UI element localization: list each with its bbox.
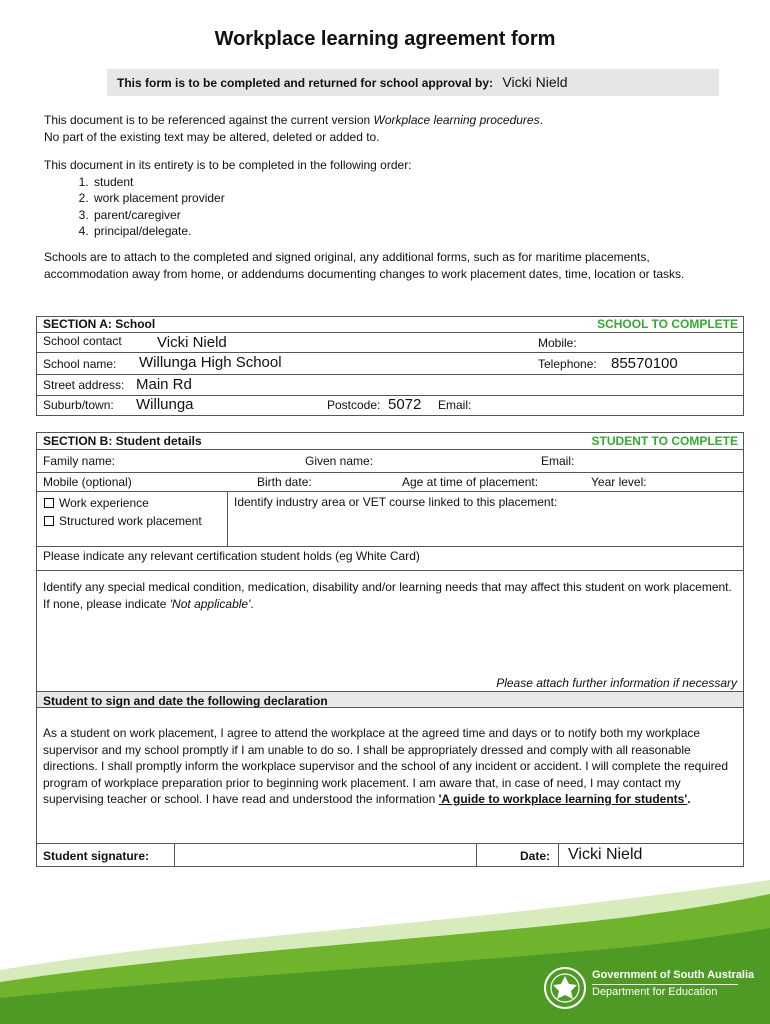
declaration-text [43,725,739,808]
street-address-field[interactable]: Main Rd [136,376,192,393]
order-item: 1. student [92,174,734,191]
date-label: Date: [520,849,551,863]
intro-reference-end: . [539,113,543,127]
telephone-label: Telephone: [538,357,597,371]
student-email-label: Email: [541,454,575,468]
medical-needs-end: . [250,596,254,611]
approval-bar [107,69,719,96]
street-address-label: Street address: [43,378,125,392]
structured-placement-checkbox[interactable] [44,516,54,526]
family-name-label: Family name: [43,454,116,468]
department-name: Department for Education [592,986,718,998]
birth-date-label: Birth date: [257,475,312,489]
gov-name: Government of South Australia [592,969,755,981]
school-contact-field[interactable]: Vicki Nield [157,334,227,351]
mobile-label: Mobile: [538,336,577,350]
section-b-heading: SECTION B: Student details [43,434,202,448]
postcode-field[interactable]: 5072 [388,396,422,413]
attach-note: Schools are to attach to the completed and signed original, any additional forms, such as for maritime placements, accommodation away from home, or addendums documenting changes to work placement dates, time, location or tasks. [44,250,685,281]
attach-further-text: Please attach further information if necessary [496,676,737,690]
not-applicable-text: 'Not applicable' [169,596,251,611]
structured-placement-option[interactable] [44,514,202,528]
given-name-label: Given name: [305,454,374,468]
intro-reference [44,112,734,145]
date-field[interactable]: Vicki Nield [568,846,643,863]
page-title: Workplace learning agreement form [214,28,556,50]
approval-value[interactable]: Vicki Nield [502,74,568,90]
structured-placement-label: Structured work placement [59,514,202,528]
age-label: Age at time of placement: [402,475,539,489]
guide-link[interactable]: 'A guide to workplace learning for students' [438,792,688,806]
footer-wave [0,880,770,1024]
student-to-complete-badge: STUDENT TO COMPLETE [591,434,738,448]
school-to-complete-badge: SCHOOL TO COMPLETE [597,317,738,331]
certification-label: Please indicate any relevant certification student holds (eg White Card) [43,549,420,563]
student-signature-field[interactable] [175,844,475,866]
declaration-end: . [687,792,691,806]
work-experience-label: Work experience [59,496,149,510]
medical-needs-text: Identify any special medical condition, medication, disability and/or learning needs that may affect this student on work placement. If none, please indicate [43,580,732,611]
school-name-field[interactable]: Willunga High School [139,354,282,371]
work-experience-checkbox[interactable] [44,498,54,508]
gov-divider [592,984,738,985]
order-item: 2. work placement provider [92,190,734,207]
year-level-label: Year level: [591,475,647,489]
sa-government-crest-icon [543,966,587,1010]
order-item: 4. principal/delegate. [92,223,734,240]
intro-order [44,157,734,240]
intro-no-alter: No part of the existing text may be altered, deleted or added to. [44,129,380,144]
student-signature-label: Student signature: [43,849,150,863]
section-a-heading: SECTION A: School [43,317,156,331]
procedures-title: Workplace learning procedures [373,113,540,127]
school-contact-label: School contact [43,334,122,348]
order-lead: This document in its entirety is to be completed in the following order: [44,158,412,172]
school-email-label: Email: [438,398,472,412]
industry-area-label: Identify industry area or VET course linked to this placement: [234,495,558,509]
medical-needs-prompt [43,579,739,612]
postcode-label: Postcode: [327,398,381,412]
telephone-field[interactable]: 85570100 [611,355,678,372]
work-experience-option[interactable] [44,496,149,510]
attach-further-note [496,676,737,690]
order-item: 3. parent/caregiver [92,207,734,224]
suburb-field[interactable]: Willunga [136,396,194,413]
approval-label: This form is to be completed and returned for school approval by: [117,76,494,90]
school-name-label: School name: [43,357,117,371]
suburb-label: Suburb/town: [43,398,114,412]
student-mobile-label: Mobile (optional) [43,475,132,489]
declaration-heading: Student to sign and date the following declaration [43,694,328,708]
order-list [44,174,734,240]
intro-reference-text: This document is to be referenced against the current version [44,113,374,127]
declaration-body: As a student on work placement, I agree to attend the workplace at the agreed time and days or to notify both my workplace supervisor and my school promptly if I am unable to do so. I shall be appropriately dressed and comply with all reasonable directions. I shall promptly inform the workplace supervisor and the school of any incident or accident. I will complete the required program of workplace preparation prior to beginning work placement. I am aware that, in case of need, I may contact my supervising teacher or school. I have read and understood the information [43,726,729,806]
